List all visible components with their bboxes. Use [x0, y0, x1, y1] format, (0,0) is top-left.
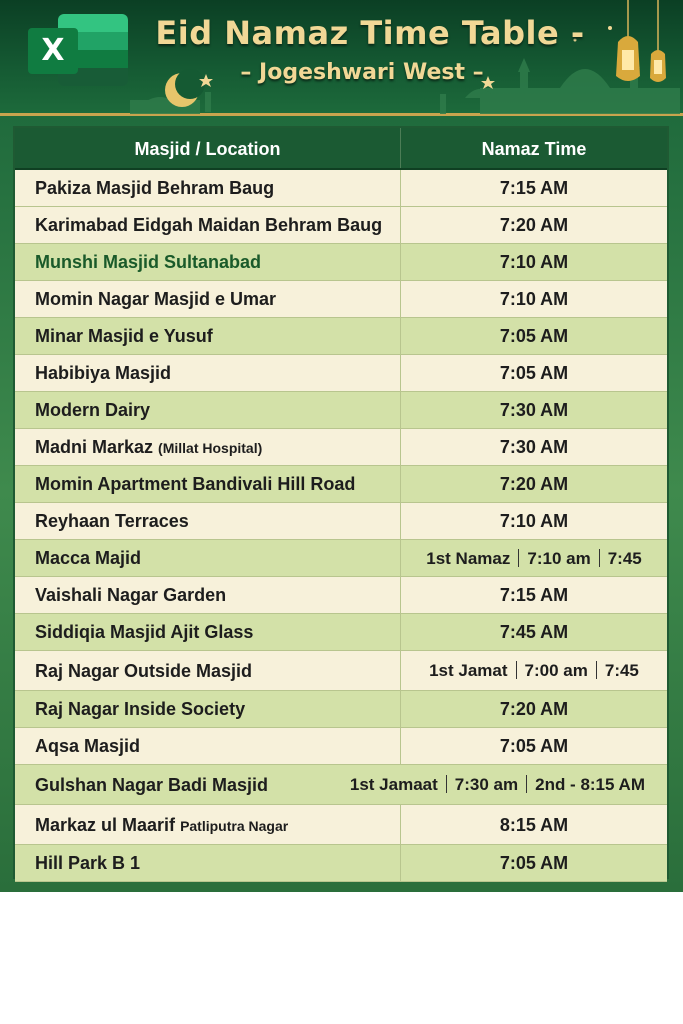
location-cell: Siddiqia Masjid Ajit Glass: [15, 614, 401, 650]
location-cell: Raj Nagar Inside Society: [15, 691, 401, 727]
location-cell: Macca Majid: [15, 540, 401, 576]
table-row: [15, 691, 667, 728]
table-row: [15, 577, 667, 614]
table-row: [15, 728, 667, 765]
lantern-icon: [616, 0, 666, 82]
location-area: Patliputra Nagar: [180, 818, 289, 834]
table-row: [15, 805, 667, 845]
table-row: [15, 503, 667, 540]
time-cell: 7:30 AM: [499, 437, 569, 457]
location-cell: Habibiya Masjid: [15, 355, 401, 391]
table-row: [15, 392, 667, 429]
time-cell: 7:45 AM: [499, 622, 569, 642]
header-banner: [0, 0, 683, 116]
jamat-time-2: 7:45: [604, 661, 639, 680]
location-cell: [15, 244, 401, 280]
time-cell: 7:15 AM: [499, 178, 569, 198]
location-cell: Pakiza Masjid Behram Baug: [15, 170, 401, 206]
table-row: [15, 651, 667, 691]
jamat-time-2: 2nd - 8:15 AM: [535, 775, 645, 794]
time-cell: 7:10 AM: [499, 511, 569, 531]
table-row: [15, 170, 667, 207]
location-area: (Millat Hospital): [158, 440, 263, 456]
excel-logo-icon: X: [28, 14, 128, 86]
table-row: [15, 207, 667, 244]
location-name: Munshi Masjid: [35, 252, 160, 272]
jamat-time-1: 7:00 am: [524, 661, 588, 680]
time-cell: 7:05 AM: [499, 736, 569, 756]
column-header-location: Masjid / Location: [15, 128, 401, 168]
table-row: [15, 845, 667, 882]
jamat-label: 1st Jamaat: [349, 775, 438, 794]
location-cell: Reyhaan Terraces: [15, 503, 401, 539]
jamat-time-2: 7:45: [607, 549, 642, 568]
time-cell: 7:20 AM: [499, 215, 569, 235]
time-cell: 7:20 AM: [499, 699, 569, 719]
jamat-time-1: 7:10 am: [527, 549, 591, 568]
location-cell: Minar Masjid e Yusuf: [15, 318, 401, 354]
time-cell: 7:30 AM: [499, 400, 569, 420]
location-cell: Vaishali Nagar Garden: [15, 577, 401, 613]
table-row: [15, 244, 667, 281]
location-cell: [15, 429, 401, 465]
jamat-time-1: 7:30 am: [454, 775, 519, 794]
location-cell: [15, 805, 401, 844]
table-row: [15, 429, 667, 466]
time-cell: [401, 540, 667, 576]
table-row: [15, 540, 667, 577]
time-cell: 7:15 AM: [499, 585, 569, 605]
location-name: Madni Markaz: [35, 437, 154, 457]
table-row: [15, 318, 667, 355]
location-name: Markaz ul Maarif: [35, 815, 176, 835]
location-cell: Gulshan Nagar Badi Masjid: [35, 775, 269, 795]
location-cell: Momin Apartment Bandivali Hill Road: [15, 466, 401, 502]
location-cell: Raj Nagar Outside Masjid: [15, 651, 401, 690]
location-cell: Karimabad Eidgah Maidan Behram Baug: [15, 207, 401, 243]
time-cell: 7:05 AM: [499, 853, 569, 873]
jamat-label: 1st Jamat: [429, 661, 508, 680]
time-cell: 7:10 AM: [499, 252, 569, 272]
table-row: [15, 281, 667, 318]
location-cell: Momin Nagar Masjid e Umar: [15, 281, 401, 317]
table-row: [15, 355, 667, 392]
table-row: [15, 466, 667, 503]
page-title: Eid Namaz Time Table -: [155, 14, 585, 52]
table-header: [15, 128, 667, 170]
jamat-label: 1st Namaz: [426, 549, 511, 568]
timetable: [13, 126, 669, 879]
time-cell: 7:05 AM: [499, 363, 569, 383]
time-cell: [315, 765, 667, 804]
time-cell: 7:05 AM: [499, 326, 569, 346]
page-subtitle: – Jogeshwari West –: [240, 60, 484, 85]
location-cell: Aqsa Masjid: [15, 728, 401, 764]
time-cell: 7:20 AM: [499, 474, 569, 494]
location-area: Sultanabad: [164, 252, 262, 272]
time-cell: 7:10 AM: [499, 289, 569, 309]
time-cell: 8:15 AM: [499, 815, 569, 835]
time-cell: [401, 651, 667, 690]
location-cell: Modern Dairy: [15, 392, 401, 428]
location-cell: Hill Park B 1: [15, 845, 401, 881]
table-row: [15, 765, 667, 805]
table-row: [15, 614, 667, 651]
column-header-time: Namaz Time: [481, 139, 587, 159]
